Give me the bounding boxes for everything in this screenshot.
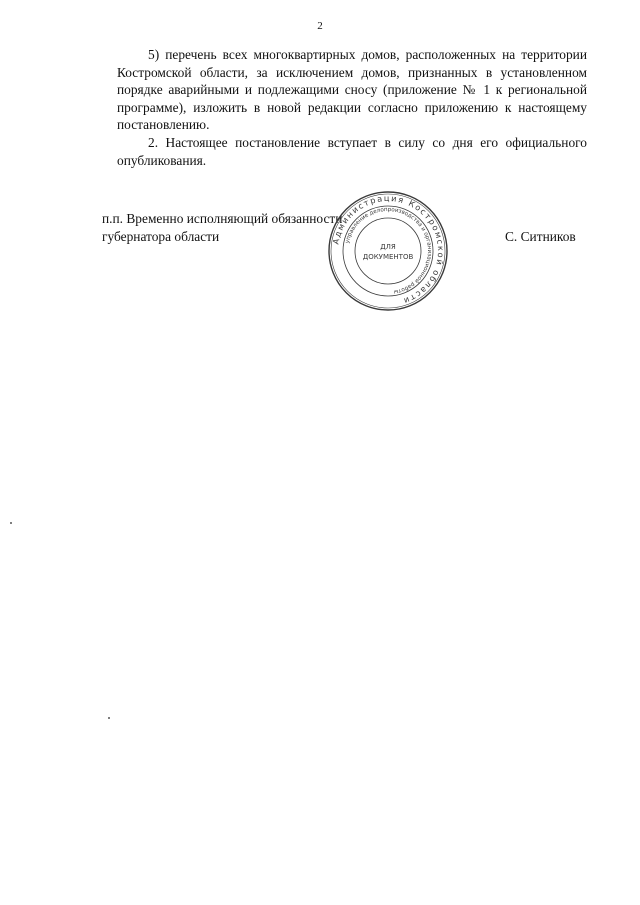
stamp-center-line-1: ДЛЯ xyxy=(380,243,396,251)
signatory-title-line-2: губернатора области xyxy=(102,229,220,244)
page-number: 2 xyxy=(317,20,323,32)
stamp-inner-text: управление делопроизводства и организационной работы xyxy=(344,206,433,295)
stamp-seal-graphic xyxy=(326,189,450,313)
scan-speck xyxy=(10,522,12,524)
stamp-center-line-2: ДОКУМЕНТОВ xyxy=(362,253,414,261)
paragraph-clause-2: 2. Настоящее постановление вступает в силу со дня его официального опубликования. xyxy=(117,134,587,168)
paragraph-item-5: 5) перечень всех многоквартирных домов, расположенных на территории Костромской области, за исключением домов, признанных в установленном порядке аварийными и подлежащими сносу (приложение № 1 к региональной программе), изложить в новой редакции согласно приложению к настоящему постановлению. xyxy=(117,47,587,133)
signatory-title-line-1: п.п. Временно исполняющий обязанности xyxy=(102,211,343,226)
signatory-name: С. Ситников xyxy=(505,229,576,244)
signatory-title xyxy=(102,210,342,246)
official-stamp xyxy=(326,189,450,313)
stamp-outer-text: Администрация Костромской области xyxy=(330,192,447,307)
scan-speck xyxy=(108,717,110,719)
document-body xyxy=(117,46,587,169)
